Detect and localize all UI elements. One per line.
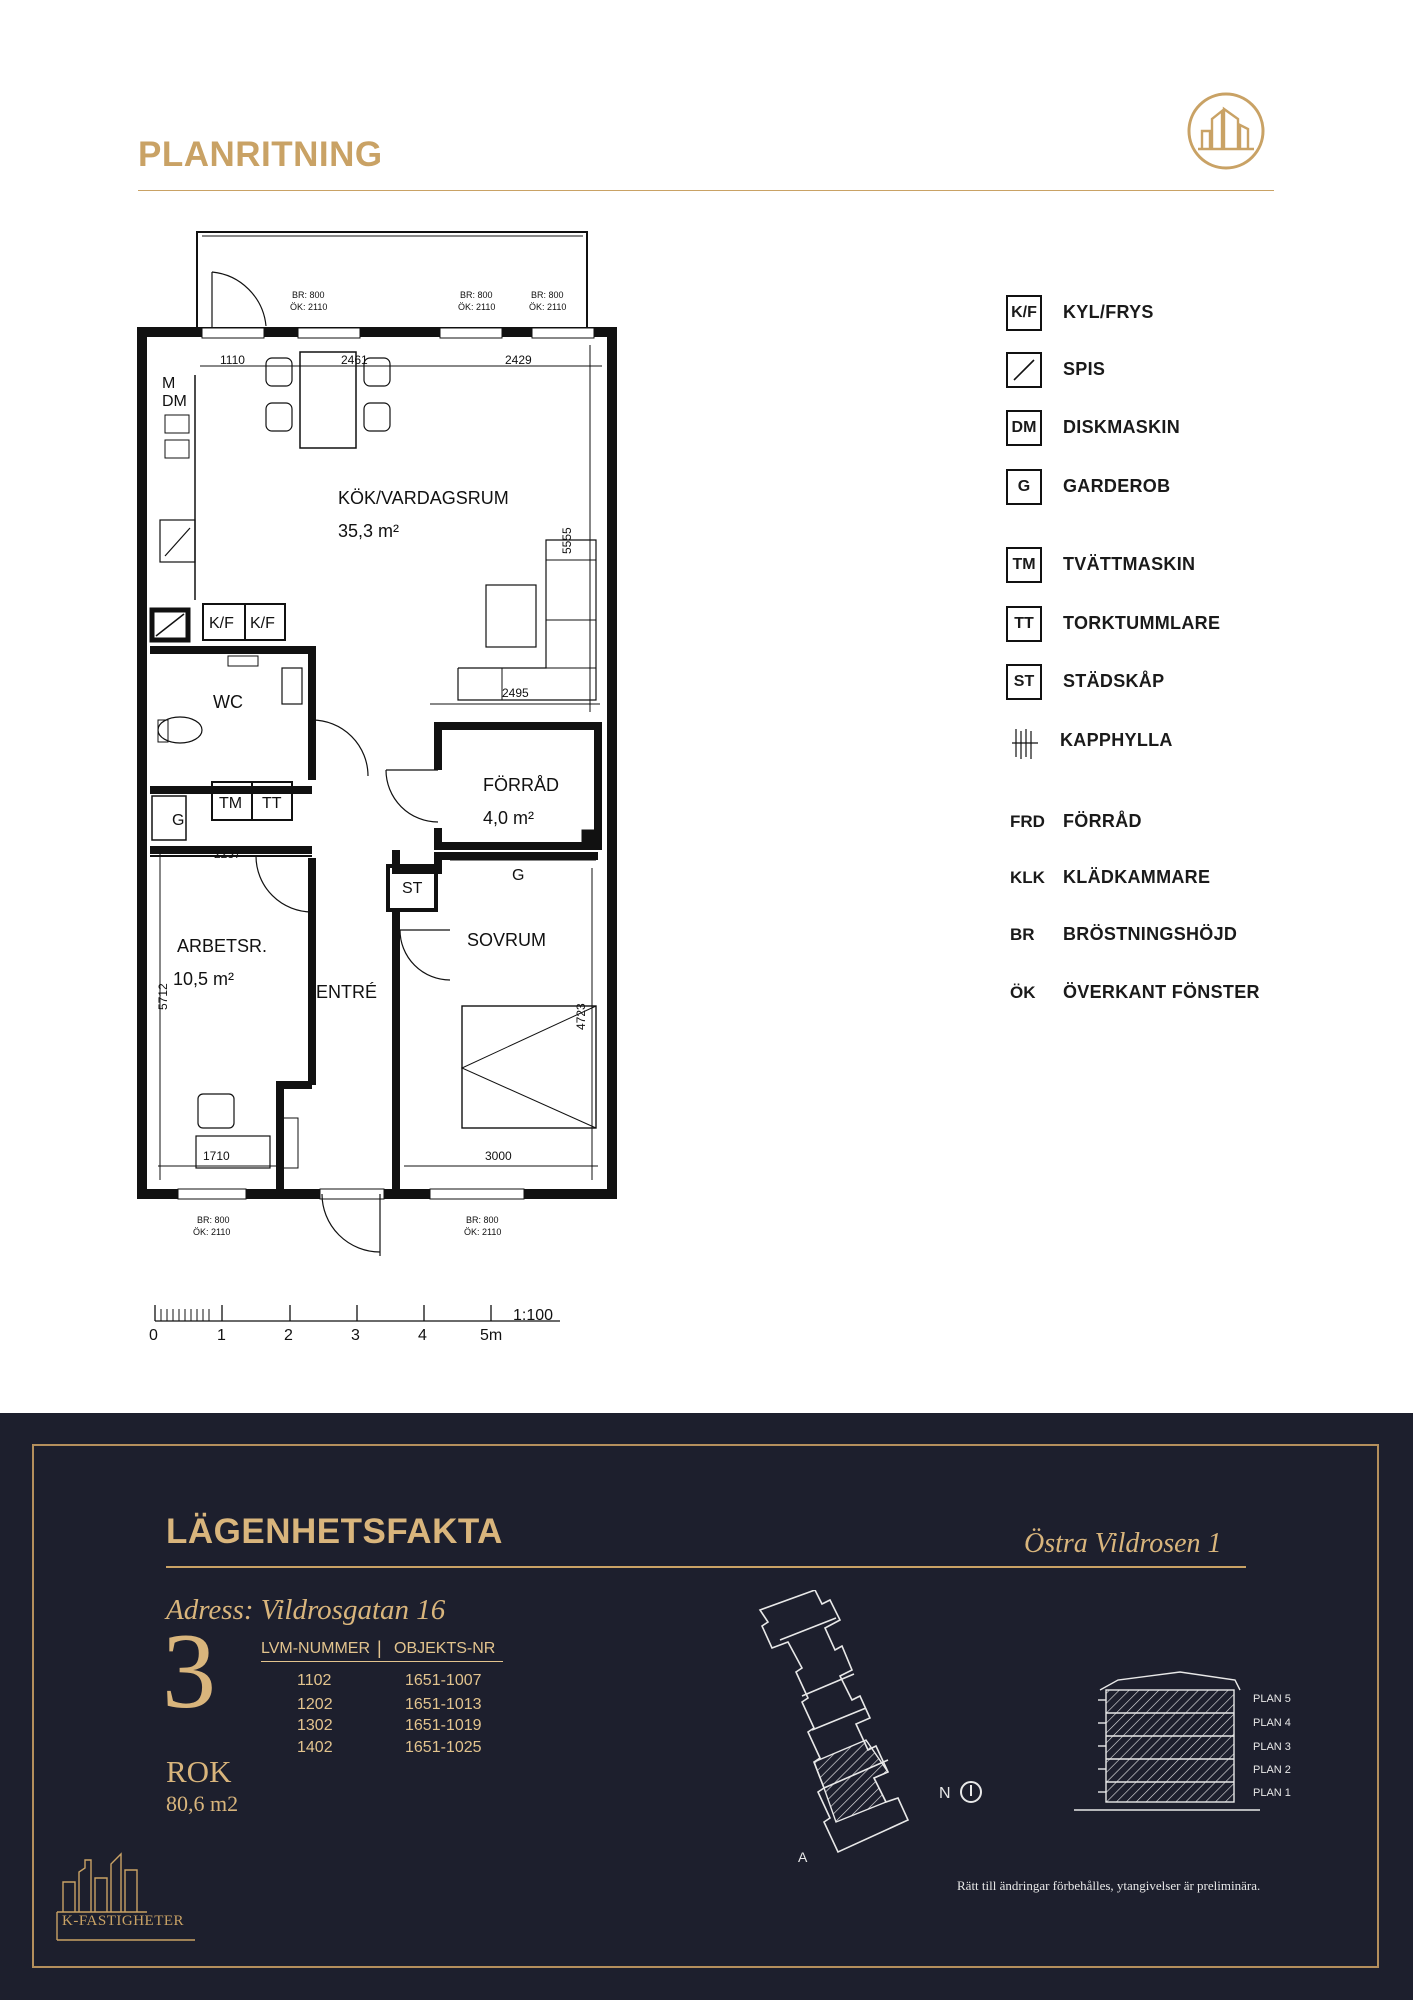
legend-label: KLÄDKAMMARE — [1063, 867, 1211, 887]
legend-label: TORKTUMMLARE — [1063, 613, 1221, 633]
table-cell: 1102 — [297, 1672, 332, 1689]
floor-label: PLAN 3 — [1253, 1741, 1291, 1753]
brand-name: K-FASTIGHETER — [62, 1913, 185, 1929]
scale-tick: 0 — [149, 1327, 158, 1344]
dim-5712: 5712 — [156, 983, 170, 1010]
table-cell: 1202 — [297, 1696, 333, 1713]
table-header: OBJEKTS-NR — [394, 1640, 496, 1657]
fixture-kf-2: K/F — [250, 615, 275, 632]
facts-title: LÄGENHETSFAKTA — [166, 1512, 503, 1551]
fixture-kf-1: K/F — [209, 615, 234, 632]
dim-1110: 1110 — [220, 353, 245, 367]
scale-tick: 3 — [351, 1327, 360, 1344]
legend-key: KLK — [1010, 868, 1045, 887]
legend-key: K/F — [1006, 295, 1042, 331]
window-ok: ÖK: 2110 — [529, 302, 567, 312]
floor-label: PLAN 2 — [1253, 1764, 1291, 1776]
fixture-st: ST — [402, 880, 423, 897]
legend-label: KYL/FRYS — [1063, 302, 1154, 322]
legend-key: DM — [1006, 410, 1042, 446]
stove-icon — [1006, 352, 1042, 388]
floor-label: PLAN 1 — [1253, 1787, 1291, 1799]
scale-tick: 1 — [217, 1327, 226, 1344]
facts-divider — [166, 1566, 1246, 1568]
dim-4723: 4723 — [574, 1003, 588, 1030]
legend-key: FRD — [1010, 812, 1045, 831]
legend-key: ÖK — [1010, 983, 1036, 1002]
floor-label: PLAN 5 — [1253, 1693, 1291, 1705]
dim-5555: 5555 — [560, 527, 574, 554]
project-name: Östra Vildrosen 1 — [1024, 1528, 1222, 1559]
scale-ratio: 1:100 — [513, 1307, 554, 1324]
room-name-storage: FÖRRÅD — [483, 775, 559, 795]
fixture-tm: TM — [219, 795, 243, 812]
dim-2495: 2495 — [502, 686, 529, 700]
fixture-g-wc: G — [172, 812, 185, 829]
fixture-dm: DM — [162, 393, 187, 410]
scale-tick: 2 — [284, 1327, 293, 1344]
legend-label: BRÖSTNINGSHÖJD — [1063, 924, 1238, 944]
facade-label: A — [798, 1849, 808, 1865]
table-rule — [261, 1661, 503, 1662]
window-br: BR: 800 — [292, 290, 325, 300]
room-name-wc: WC — [213, 692, 243, 712]
legend-label: STÄDSKÅP — [1063, 671, 1165, 691]
window-br: BR: 800 — [460, 290, 493, 300]
north-label: N — [939, 1785, 951, 1802]
dim-2429: 2429 — [505, 353, 532, 367]
room-name-office: ARBETSR. — [177, 936, 268, 956]
legend-label: KAPPHYLLA — [1060, 730, 1173, 750]
coat-rack-icon — [1008, 723, 1042, 763]
room-count: 3 — [162, 1612, 216, 1731]
floor-label: PLAN 4 — [1253, 1717, 1291, 1729]
legend-label: SPIS — [1063, 359, 1106, 379]
room-name-kitchen: KÖK/VARDAGSRUM — [338, 488, 509, 508]
legend-key: BR — [1010, 925, 1035, 944]
legend-key: ST — [1006, 664, 1042, 700]
table-cell: 1302 — [297, 1717, 333, 1734]
window-br: BR: 800 — [531, 290, 564, 300]
table-cell: 1402 — [297, 1739, 333, 1756]
table-separator: | — [377, 1638, 382, 1658]
page-title: PLANRITNING — [138, 135, 383, 174]
table-cell: 1651-1025 — [405, 1739, 482, 1756]
room-area-kitchen: 35,3 m² — [338, 521, 400, 541]
window-ok: ÖK: 2110 — [193, 1227, 231, 1237]
room-area-storage: 4,0 m² — [483, 808, 535, 828]
window-br: BR: 800 — [197, 1215, 230, 1225]
window-ok: ÖK: 2110 — [458, 302, 496, 312]
scale-tick: 5m — [480, 1327, 503, 1344]
legend-key: TT — [1006, 606, 1042, 642]
legend-label: DISKMASKIN — [1063, 417, 1181, 437]
fixture-tt: TT — [262, 795, 282, 812]
address: Adress: Vildrosgatan 16 — [166, 1594, 446, 1626]
window-ok: ÖK: 2110 — [290, 302, 328, 312]
disclaimer: Rätt till ändringar förbehålles, ytangivelser är preliminära. — [957, 1878, 1261, 1893]
table-header: LVM-NUMMER — [261, 1640, 371, 1657]
legend-label: FÖRRÅD — [1063, 811, 1142, 831]
fixture-m: M — [162, 375, 176, 392]
legend-label: GARDEROB — [1063, 476, 1171, 496]
scale-tick: 4 — [418, 1327, 427, 1344]
table-cell: 1651-1007 — [405, 1672, 482, 1689]
living-area: 80,6 m2 — [166, 1791, 239, 1816]
room-area-office: 10,5 m² — [173, 969, 235, 989]
legend-label: TVÄTTMASKIN — [1063, 554, 1196, 574]
dim-3000: 3000 — [485, 1149, 512, 1163]
window-ok: ÖK: 2110 — [464, 1227, 502, 1237]
dim-2461: 2461 — [341, 353, 368, 367]
table-cell: 1651-1019 — [405, 1717, 482, 1734]
legend-key: G — [1006, 469, 1042, 505]
room-name-entrance: ENTRÉ — [316, 982, 378, 1002]
fixture-g-bedroom: G — [512, 867, 525, 884]
dim-1710: 1710 — [203, 1149, 230, 1163]
room-count-unit: ROK — [166, 1754, 232, 1789]
legend-key: TM — [1006, 547, 1042, 583]
legend-label: ÖVERKANT FÖNSTER — [1063, 982, 1260, 1002]
site-plan — [740, 1590, 1040, 1880]
room-name-bedroom: SOVRUM — [467, 930, 547, 950]
dim-2237: 2237 — [214, 847, 241, 861]
window-br: BR: 800 — [466, 1215, 499, 1225]
table-cell: 1651-1013 — [405, 1696, 482, 1713]
